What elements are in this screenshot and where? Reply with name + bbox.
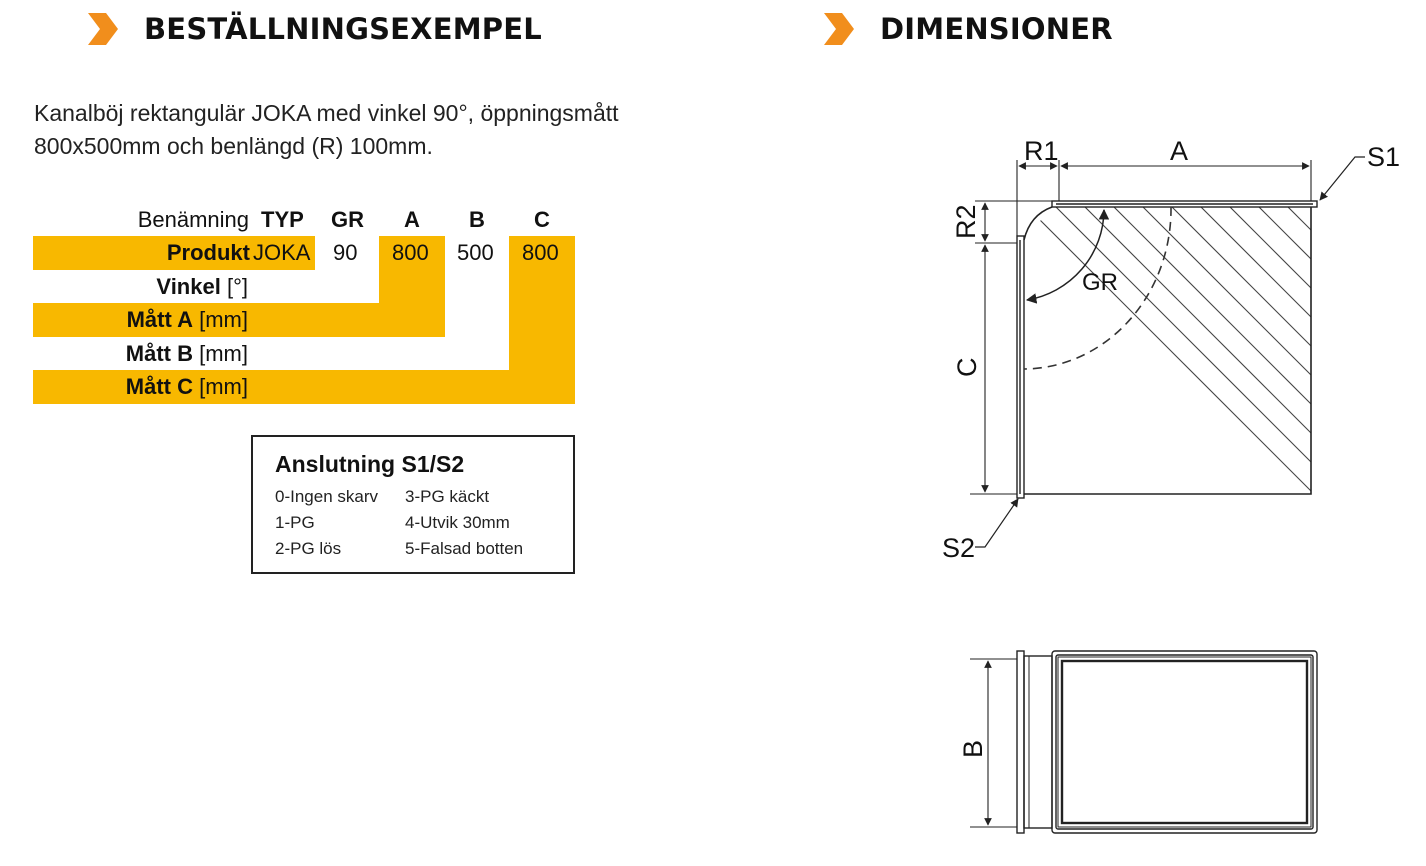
label-r2: R2 [951, 204, 981, 239]
hatch-line [1232, 180, 1426, 520]
hatching [1000, 180, 1426, 520]
col-c: C [534, 207, 550, 232]
order-example-heading: BESTÄLLNINGSEXEMPEL [144, 12, 542, 46]
description-line-1: Kanalböj rektangulär JOKA med vinkel 90°, öppningsmått [34, 100, 619, 126]
value-c: 800 [522, 240, 559, 265]
header-label: Benämning [137, 207, 249, 232]
flange-s1 [1052, 201, 1317, 207]
row-label-matt-b: Mått B [mm] [125, 341, 248, 366]
option-3: 3-PG käckt [405, 487, 490, 506]
hatch-line [1058, 180, 1398, 520]
col-gr: GR [331, 207, 364, 232]
col-b: B [469, 207, 485, 232]
option-2: 2-PG lös [275, 539, 342, 558]
value-a: 800 [392, 240, 429, 265]
hatch-line [1348, 180, 1426, 520]
row-label-matt-c: Mått C [mm] [125, 374, 248, 399]
row-label-vinkel: Vinkel [°] [156, 274, 248, 299]
label-s1: S1 [1367, 142, 1401, 172]
option-1: 1-PG [275, 513, 315, 532]
label-a: A [1170, 136, 1189, 166]
hatch-line [1319, 180, 1426, 520]
option-0: 0-Ingen skarv [275, 487, 378, 506]
connection-box-title: Anslutning S1/S2 [275, 451, 465, 477]
hatch-line [1000, 180, 1340, 520]
dimension-left [970, 201, 1052, 494]
value-b: 500 [457, 240, 494, 265]
leaders [975, 157, 1365, 547]
hatch-line [1174, 180, 1426, 520]
col-typ: TYP [261, 207, 304, 232]
description-line-2: 800x500mm och benlängd (R) 100mm. [34, 133, 433, 159]
col-a: A [404, 207, 420, 232]
label-b: B [958, 739, 988, 758]
value-typ: JOKA [253, 240, 311, 265]
hatch-line [1377, 180, 1426, 520]
hatch-line [1203, 180, 1426, 520]
label-c: C [952, 357, 982, 377]
hatch-line [1116, 180, 1426, 520]
dimensions-heading: DIMENSIONER [880, 12, 1113, 46]
hatch-line [1406, 180, 1426, 520]
label-gr: GR [1082, 269, 1118, 296]
hatch-line [1087, 180, 1426, 520]
label-s2: S2 [942, 533, 976, 563]
option-5: 5-Falsad botten [405, 539, 524, 558]
row-label-matt-a: Mått A [mm] [126, 307, 248, 332]
label-r1: R1 [1024, 136, 1059, 166]
elbow-outline [1024, 207, 1311, 494]
value-gr: 90 [333, 240, 358, 265]
flange-s2 [1017, 236, 1024, 498]
row-label-produkt: Produkt [166, 240, 250, 265]
dimension-top [1017, 160, 1311, 236]
section-view [970, 651, 1317, 833]
option-4: 4-Utvik 30mm [405, 513, 510, 532]
hatch-line [1029, 180, 1369, 520]
